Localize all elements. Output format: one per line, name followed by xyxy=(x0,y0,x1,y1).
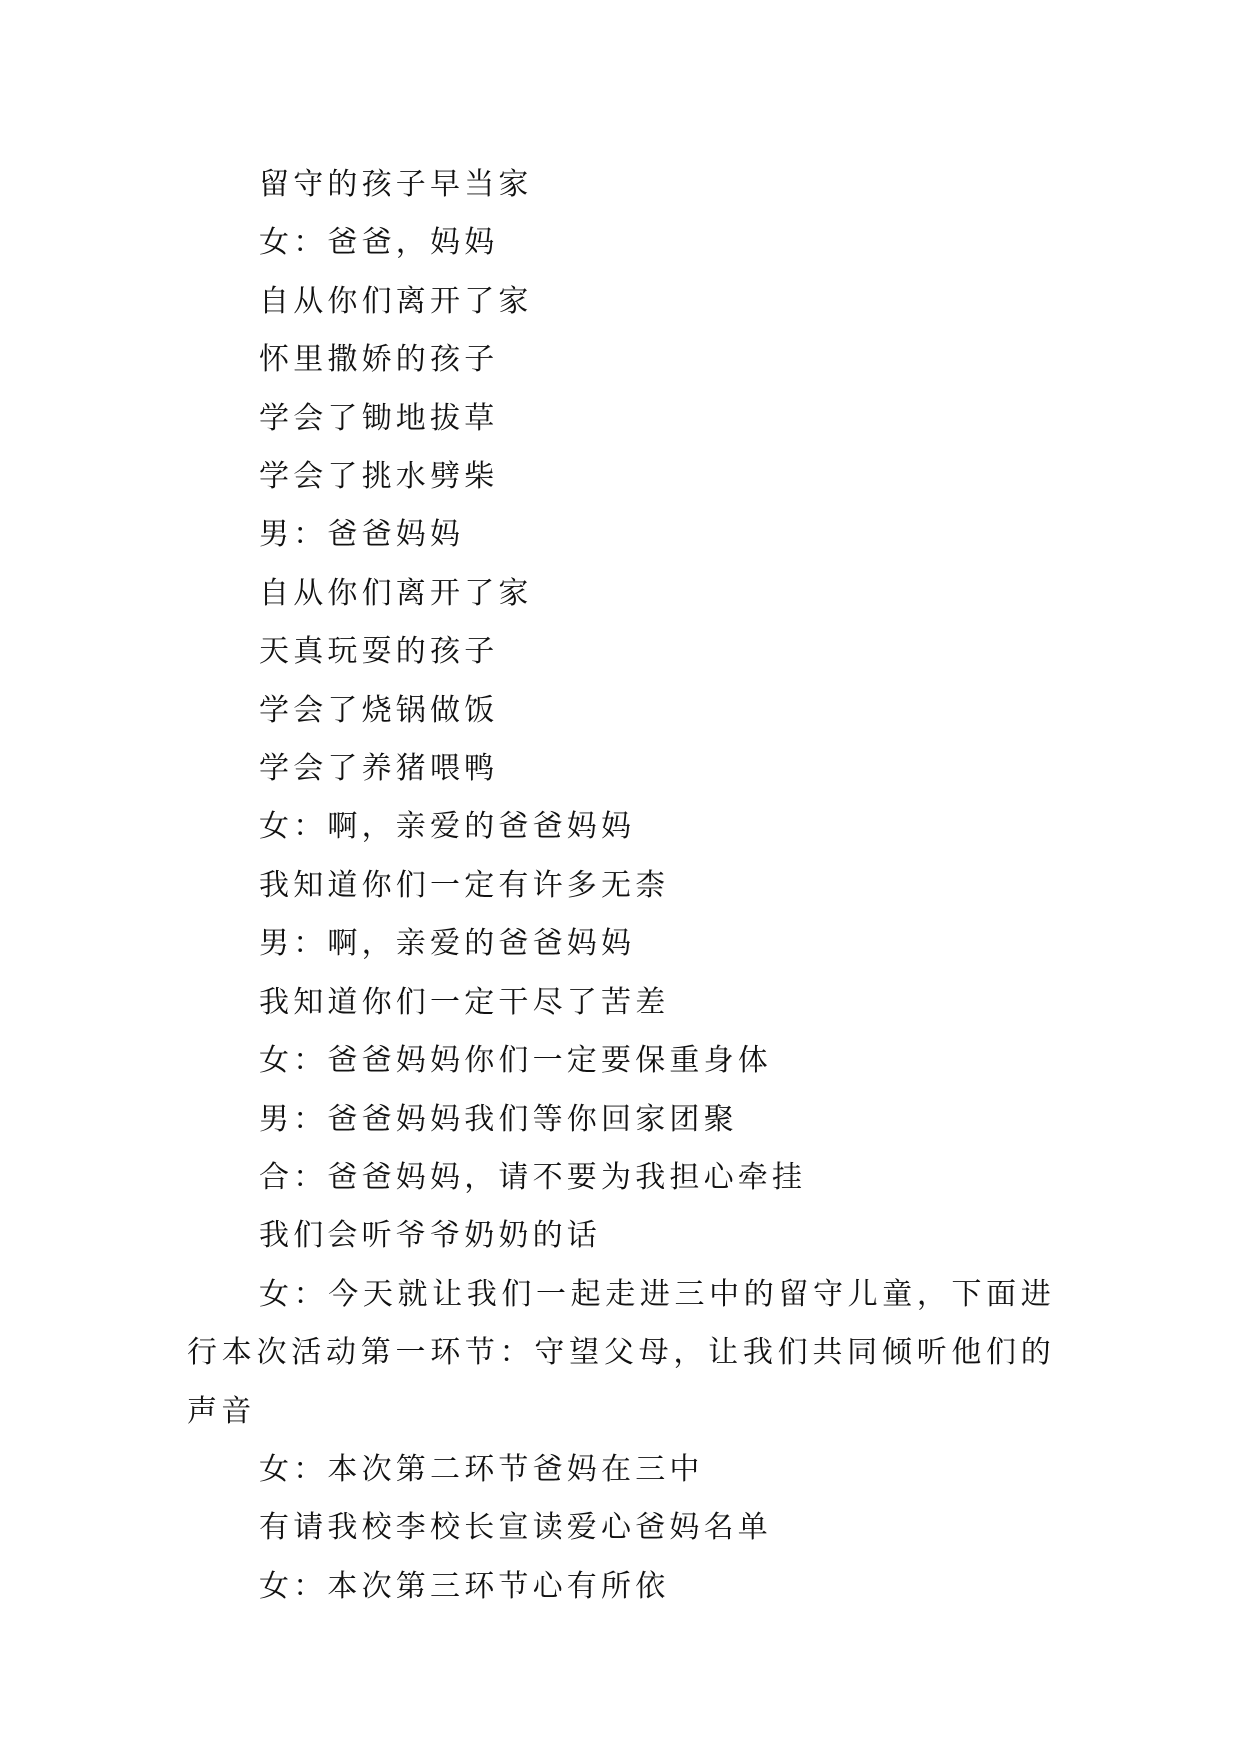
paragraph: 天真玩耍的孩子 xyxy=(259,634,499,670)
paragraph: 留守的孩子早当家 xyxy=(259,167,533,202)
paragraph: 男：爸爸妈妈我们等你回家团聚 xyxy=(259,1101,738,1137)
paragraph: 男：啊，亲爱的爸爸妈妈 xyxy=(259,926,636,962)
paragraph: 学会了挑水劈柴 xyxy=(259,459,499,495)
paragraph: 女：本次第三环节心有所依 xyxy=(259,1568,670,1604)
paragraph: 有请我校李校长宣读爱心爸妈名单 xyxy=(259,1510,772,1546)
paragraph: 学会了养猪喂鸭 xyxy=(259,751,499,787)
paragraph: 自从你们离开了家 xyxy=(259,283,533,319)
paragraph: 我知道你们一定有许多无柰 xyxy=(259,867,670,903)
paragraph: 学会了烧锅做饭 xyxy=(259,692,499,728)
paragraph: 女：啊，亲爱的爸爸妈妈 xyxy=(259,809,636,845)
paragraph: 合：爸爸妈妈，请不要为我担心牵挂 xyxy=(259,1159,807,1195)
paragraph: 我们会听爷爷奶奶的话 xyxy=(259,1218,601,1254)
paragraph: 我知道你们一定干尽了苦差 xyxy=(259,984,670,1020)
paragraph: 学会了锄地拔草 xyxy=(259,400,499,436)
paragraph: 男：爸爸妈妈 xyxy=(259,517,465,553)
paragraph: 怀里撒娇的孩子 xyxy=(259,342,499,378)
paragraph: 女：爸爸妈妈你们一定要保重身体 xyxy=(259,1043,772,1079)
paragraph: 女：爸爸，妈妈 xyxy=(259,225,499,261)
paragraph: 女：今天就让我们一起走进三中的留守儿童，下面进行本次活动第一环节：守望父母，让我们共同倾听他们的声音 xyxy=(187,1276,1055,1429)
paragraph: 自从你们离开了家 xyxy=(259,575,533,611)
document-body xyxy=(187,156,1055,1616)
paragraph: 女：本次第二环节爸妈在三中 xyxy=(259,1451,704,1487)
